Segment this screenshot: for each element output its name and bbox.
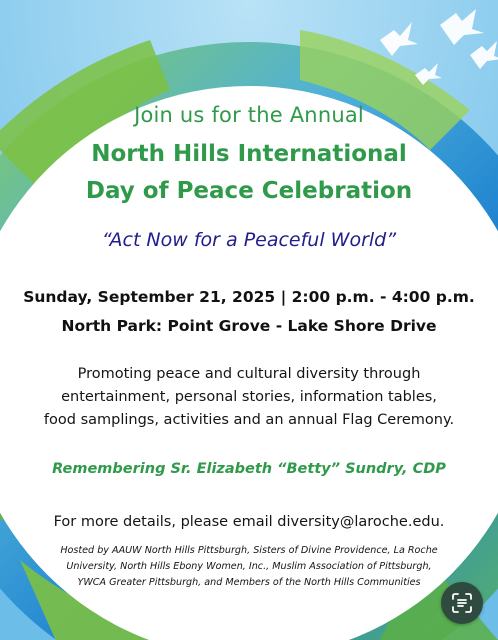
- memorial-line: Remembering Sr. Elizabeth “Betty” Sundry, CDP: [52, 461, 446, 477]
- hosts-line: Hosted by AAUW North Hills Pittsburgh, Sisters of Divine Providence, La Roche: [60, 545, 438, 556]
- contact-details: For more details, please email diversity@laroche.edu.: [53, 514, 445, 530]
- dove-icon: [380, 22, 418, 56]
- event-location: North Park: Point Grove - Lake Shore Drive: [61, 317, 437, 335]
- dove-icon: [415, 63, 442, 85]
- dove-icon-group: [0, 0, 498, 120]
- text-scan-button[interactable]: [441, 582, 483, 624]
- event-title-line-1: North Hills International: [91, 141, 407, 167]
- description-line: entertainment, personal stories, information tables,: [61, 389, 437, 405]
- hosts-line: University, North Hills Ebony Women, Inc., Muslim Association of Pittsburgh,: [66, 561, 432, 572]
- event-title-line-2: Day of Peace Celebration: [85, 178, 413, 204]
- description-line: food samplings, activities and an annual Flag Ceremony.: [43, 412, 455, 428]
- dove-icon: [440, 9, 484, 45]
- dove-icon: [470, 41, 498, 69]
- description-line: Promoting peace and cultural diversity through: [77, 366, 421, 382]
- event-date-time: Sunday, September 21, 2025 | 2:00 p.m. - 4:00 p.m.: [23, 288, 475, 306]
- hosts-line: YWCA Greater Pittsburgh, and Members of the North Hills Communities: [77, 577, 421, 588]
- event-tagline: “Act Now for a Peaceful World”: [101, 229, 397, 251]
- text-scan-icon: [451, 592, 473, 614]
- intro-line: Join us for the Annual: [134, 103, 364, 127]
